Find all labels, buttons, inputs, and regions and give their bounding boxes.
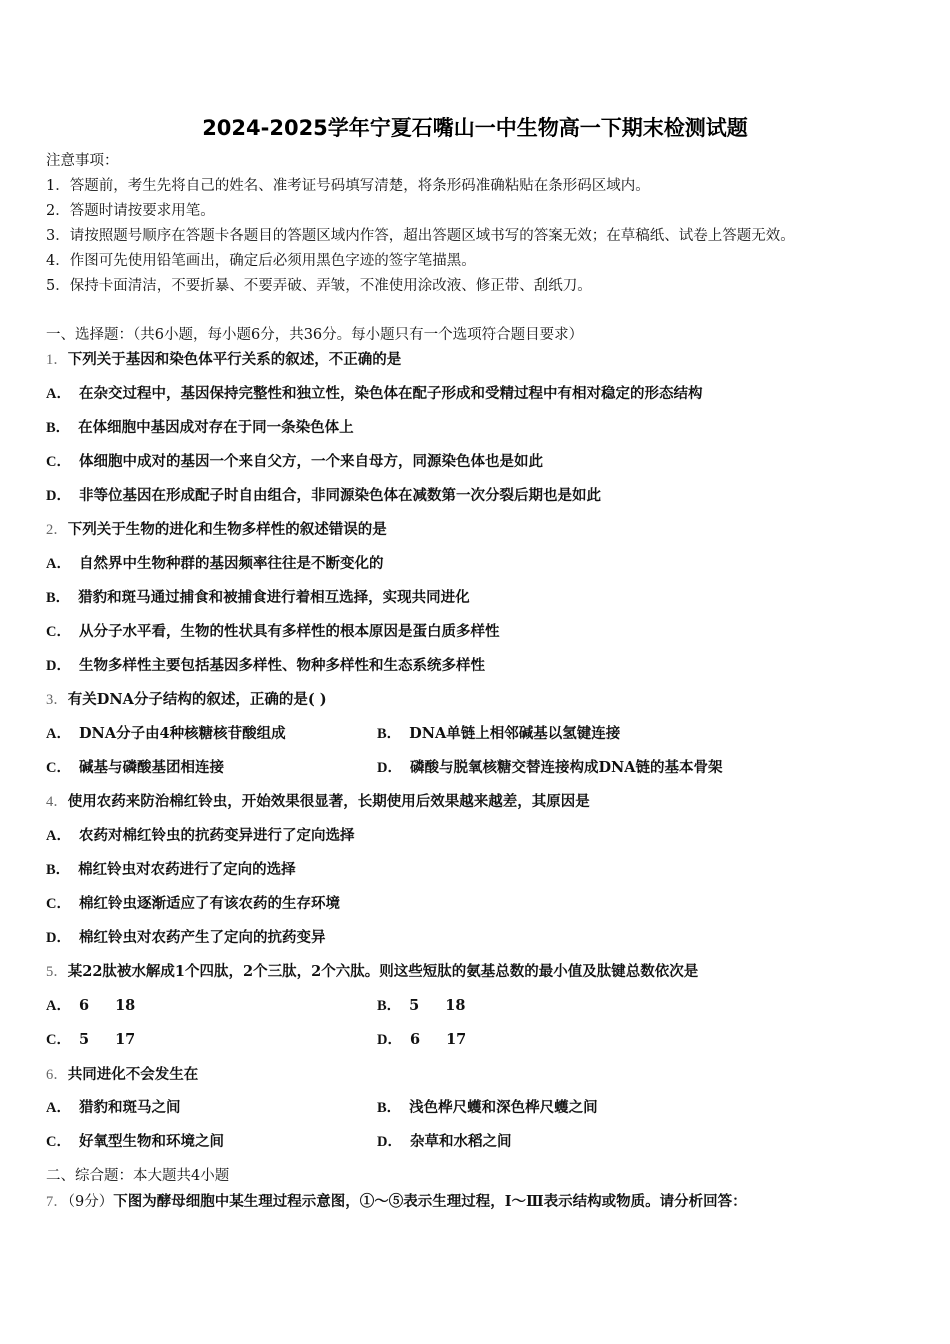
notice-item: 5．保持卡面清洁，不要折暴、不要弄破、弄皱，不准使用涂改液、修正带、刮纸刀。 (46, 278, 592, 294)
option-b[interactable]: B． 棉红铃虫对农药进行了定向的选择 (46, 861, 296, 878)
section2-heading: 二、综合题：本大题共4小题 (46, 1168, 230, 1184)
question-number: 2． (46, 522, 68, 538)
question-5 (46, 962, 698, 982)
option-b[interactable]: B． 猎豹和斑马通过捕食和被捕食进行着相互选择，实现共同进化 (46, 589, 470, 606)
question-stem: 下图为酵母细胞中某生理过程示意图，①～⑤表示生理过程，Ⅰ～Ⅲ表示结构或物质。请分析回答： (113, 1193, 747, 1210)
option-a[interactable]: A． 农药对棉红铃虫的抗药变异进行了定向选择 (46, 827, 355, 844)
question-7 (46, 1192, 747, 1212)
question-number: 7． (46, 1194, 68, 1210)
option-d[interactable]: D． 磷酸与脱氧核糖交替连接构成DNA链的基本骨架 (377, 759, 723, 776)
option-b[interactable]: B． 在体细胞中基因成对存在于同一条染色体上 (46, 419, 354, 436)
question-stem: 某22肽被水解成1个四肽，2个三肽，2个六肽。则这些短肽的氨基总数的最小值及肽键总数依次是 (67, 963, 699, 980)
option-c[interactable]: C． 5 17 (46, 1031, 136, 1048)
section1-heading: 一、选择题：（共6小题，每小题6分，共36分。每小题只有一个选项符合题目要求） (46, 327, 584, 343)
option-a[interactable]: A． 自然界中生物种群的基因频率往往是不断变化的 (46, 555, 384, 572)
option-c[interactable]: C． 碱基与磷酸基团相连接 (46, 759, 224, 776)
option-d[interactable]: D． 生物多样性主要包括基因多样性、物种多样性和生态系统多样性 (46, 657, 485, 674)
notice-item: 4．作图可先使用铅笔画出，确定后必须用黑色字迹的签字笔描黑。 (46, 253, 476, 269)
notice-item: 1．答题前，考生先将自己的姓名、准考证号码填写清楚，将条形码准确粘贴在条形码区域内。 (46, 178, 650, 194)
question-stem: 共同进化不会发生在 (67, 1066, 199, 1083)
question-3 (46, 690, 327, 710)
question-number: 4． (46, 794, 68, 810)
option-d[interactable]: D． 棉红铃虫对农药产生了定向的抗药变异 (46, 929, 326, 946)
question-stem: 使用农药来防治棉红铃虫，开始效果很显著，长期使用后效果越来越差，其原因是 (67, 793, 590, 810)
question-1 (46, 350, 401, 370)
option-c[interactable]: C． 体细胞中成对的基因一个来自父方，一个来自母方，同源染色体也是如此 (46, 453, 543, 470)
notice-item: 3．请按照题号顺序在答题卡各题目的答题区域内作答，超出答题区域书写的答案无效；在草稿纸、试卷上答题无效。 (46, 228, 795, 244)
option-b[interactable]: B． DNA单链上相邻碱基以氢键连接 (377, 725, 621, 742)
option-d[interactable]: D． 杂草和水稻之间 (377, 1133, 512, 1150)
question-4 (46, 792, 590, 812)
question-6 (46, 1065, 198, 1085)
option-a[interactable]: A． 在杂交过程中，基因保持完整性和独立性，染色体在配子形成和受精过程中有相对稳定的形态结构 (46, 385, 703, 402)
question-number: 3． (46, 692, 68, 708)
question-number: 5． (46, 964, 68, 980)
notice-item: 2．答题时请按要求用笔。 (46, 203, 215, 219)
option-d[interactable]: D． 非等位基因在形成配子时自由组合，非同源染色体在减数第一次分裂后期也是如此 (46, 487, 601, 504)
option-b[interactable]: B． 5 18 (377, 997, 466, 1014)
option-c[interactable]: C． 好氧型生物和环境之间 (46, 1133, 224, 1150)
option-b[interactable]: B． 浅色桦尺蠖和深色桦尺蠖之间 (377, 1099, 598, 1116)
question-stem: 有关DNA分子结构的叙述，正确的是( ) (67, 691, 327, 708)
option-a[interactable]: A． 6 18 (46, 997, 136, 1014)
option-a[interactable]: A． 猎豹和斑马之间 (46, 1099, 181, 1116)
option-c[interactable]: C． 从分子水平看，生物的性状具有多样性的根本原因是蛋白质多样性 (46, 623, 500, 640)
question-stem: 下列关于基因和染色体平行关系的叙述，不正确的是 (67, 351, 402, 368)
question-score: （9分） (67, 1194, 114, 1210)
option-a[interactable]: A． DNA分子由4种核糖核苷酸组成 (46, 725, 286, 742)
notice-heading: 注意事项： (46, 153, 119, 169)
option-c[interactable]: C． 棉红铃虫逐渐适应了有该农药的生存环境 (46, 895, 340, 912)
question-number: 1． (46, 352, 68, 368)
question-stem: 下列关于生物的进化和生物多样性的叙述错误的是 (67, 521, 387, 538)
question-number: 6． (46, 1067, 68, 1083)
question-2 (46, 520, 387, 540)
page-title: 2024-2025学年宁夏石嘴山一中生物高一下期末检测试题 (202, 116, 748, 140)
option-d[interactable]: D． 6 17 (377, 1031, 467, 1048)
